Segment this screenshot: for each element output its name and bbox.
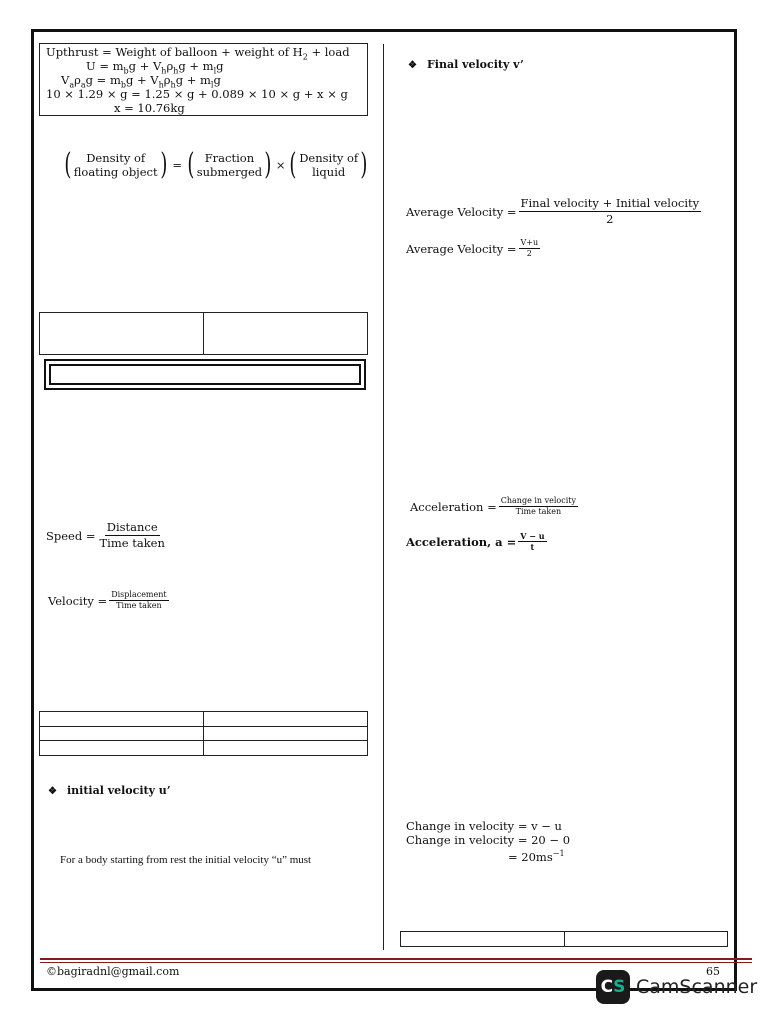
camscanner-brand: CamScanner: [636, 976, 758, 998]
average-velocity-formula-1: Average Velocity = $\frac{\text{Final velocity + Initial velocity}}{2}$: [406, 196, 700, 226]
table-cell: [204, 313, 368, 355]
empty-table-1: [39, 312, 368, 355]
upthrust-line-1: Upthrust = Weight of balloon + weight of $H_2$ + load: [46, 45, 350, 62]
average-velocity-formula-2: Average Velocity = $\frac{V+u}{2}$: [406, 238, 539, 258]
table-cell: [204, 712, 368, 727]
upthrust-line-2: $U = m_bg + V_h\rho_hg + m_lg$: [86, 59, 224, 76]
table-cell: [40, 712, 204, 727]
change-velocity-result: = $20ms^{-1}$: [508, 849, 565, 864]
column-divider: [383, 44, 384, 950]
upthrust-line-3: $V_a\rho_ag = m_bg + V_h\rho_hg + m_lg$: [61, 73, 221, 90]
footer-email: ©bagiradnl@gmail.com: [46, 965, 180, 978]
acceleration-formula-2: Acceleration, a = $\frac{V - u}{t}$: [406, 531, 545, 552]
diamond-bullet-icon: ❖: [48, 786, 57, 797]
table-cell: [401, 932, 565, 947]
double-border-box: [44, 359, 366, 390]
table-cell: [204, 726, 368, 741]
table-cell: [564, 932, 728, 947]
upthrust-result: x = 10.76kg: [114, 101, 185, 115]
table-cell: [40, 726, 204, 741]
diamond-bullet-icon: ❖: [408, 60, 417, 71]
table-cell: [40, 741, 204, 756]
change-velocity-line-1: Change in velocity = v − u: [406, 819, 562, 833]
table-cell: [40, 313, 204, 355]
final-velocity-heading: ❖ Final velocity v’: [408, 58, 524, 71]
footer-rule-thin: [40, 962, 752, 963]
page-number: 65: [706, 965, 720, 978]
change-velocity-line-2: Change in velocity = 20 − 0: [406, 833, 571, 847]
empty-table-3: [400, 931, 728, 947]
empty-table-2: [39, 711, 368, 756]
table-cell: [204, 741, 368, 756]
acceleration-formula-1: Acceleration = $\frac{\text{Change in velocity}}{\text{Time taken}}$: [410, 496, 576, 516]
initial-velocity-heading: ❖ initial velocity u’: [48, 784, 171, 797]
upthrust-line-4: 10 × 1.29 × g = 1.25 × g + 0.089 × 10 × g + x × g: [46, 87, 348, 101]
speed-formula: Speed = $\frac{\text{Distance}}{\text{Time taken}}$: [46, 520, 165, 550]
density-equation: ( Density of floating object ) = ( Fraction submerged ) × ( Density of liquid ): [64, 147, 368, 182]
camscanner-logo-icon: C S: [596, 970, 630, 1004]
footer-rule: [40, 958, 752, 960]
initial-velocity-text: For a body starting from rest the initial velocity “u” must: [60, 854, 312, 866]
velocity-formula: Velocity = $\frac{\text{Displacement}}{\text{Time taken}}$: [48, 590, 167, 610]
